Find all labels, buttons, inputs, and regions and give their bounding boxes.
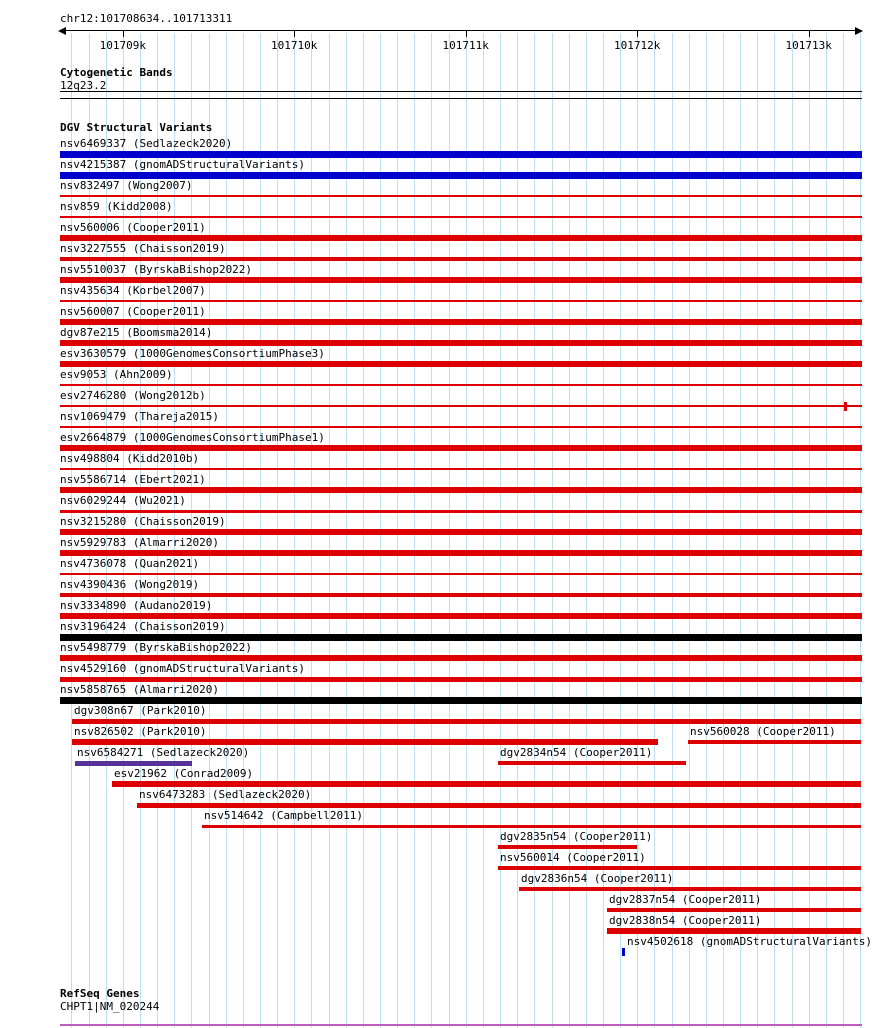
variant-label[interactable]: nsv5586714 (Ebert2021) [60, 473, 206, 486]
variant-row [0, 326, 890, 347]
variant-row [0, 725, 890, 746]
ruler-tick [123, 30, 124, 37]
variant-bar[interactable] [137, 803, 861, 808]
variant-label[interactable]: esv9053 (Ahn2009) [60, 368, 173, 381]
variant-label[interactable]: nsv4215387 (gnomADStructuralVariants) [60, 158, 306, 171]
variant-row [0, 536, 890, 557]
variant-row [0, 242, 890, 263]
variant-bar[interactable] [622, 948, 625, 956]
variant-label[interactable]: nsv560014 (Cooper2011) [500, 851, 646, 864]
variant-row [0, 389, 890, 410]
variant-bar[interactable] [60, 445, 862, 451]
variant-label[interactable]: dgv2838n54 (Cooper2011) [609, 914, 762, 927]
variant-label[interactable]: nsv5510037 (ByrskaBishop2022) [60, 263, 253, 276]
variant-row [0, 767, 890, 788]
variant-label[interactable]: nsv6584271 (Sedlazeck2020) [77, 746, 250, 759]
variant-bar[interactable] [60, 277, 862, 283]
variant-label[interactable]: dgv308n67 (Park2010) [74, 704, 207, 717]
variant-bar[interactable] [60, 426, 862, 428]
variant-label[interactable]: nsv859 (Kidd2008) [60, 200, 173, 213]
variant-row [0, 809, 890, 830]
variant-label[interactable]: nsv826502 (Park2010) [74, 725, 207, 738]
variant-bar[interactable] [60, 384, 862, 386]
variant-bar[interactable] [60, 529, 862, 535]
variant-bar[interactable] [60, 613, 862, 619]
variant-row [0, 893, 890, 914]
variant-label[interactable]: nsv5498779 (ByrskaBishop2022) [60, 641, 253, 654]
variant-bar[interactable] [60, 216, 862, 218]
ruler-axis-line [60, 30, 862, 31]
variant-bar[interactable] [60, 510, 862, 513]
variant-bar[interactable] [498, 761, 686, 765]
variant-row [0, 620, 890, 641]
variant-row [0, 746, 890, 767]
variant-label[interactable]: nsv832497 (Wong2007) [60, 179, 193, 192]
variant-row [0, 410, 890, 431]
ruler-tick-label: 101711k [442, 39, 489, 52]
cytoband-track [60, 91, 862, 99]
variant-label[interactable]: nsv3334890 (Audano2019) [60, 599, 213, 612]
variant-label[interactable]: nsv514642 (Campbell2011) [204, 809, 363, 822]
variant-row [0, 935, 890, 956]
gene-line[interactable] [60, 1024, 862, 1026]
variant-label[interactable]: dgv87e215 (Boomsma2014) [60, 326, 213, 339]
variant-row [0, 137, 890, 158]
variant-bar[interactable] [60, 340, 862, 346]
variant-label[interactable]: nsv5858765 (Almarri2020) [60, 683, 219, 696]
variant-row [0, 158, 890, 179]
variant-bar[interactable] [519, 887, 861, 891]
variant-label[interactable]: nsv4736078 (Quan2021) [60, 557, 200, 570]
variant-row [0, 872, 890, 893]
variant-row [0, 578, 890, 599]
variant-row [0, 494, 890, 515]
variant-label[interactable]: nsv4390436 (Wong2019) [60, 578, 200, 591]
variant-label[interactable]: nsv5929783 (Almarri2020) [60, 536, 219, 549]
variant-label[interactable]: nsv6473283 (Sedlazeck2020) [139, 788, 312, 801]
variant-label[interactable]: nsv3227555 (Chaisson2019) [60, 242, 226, 255]
variant-row [0, 704, 890, 725]
variant-bar[interactable] [498, 845, 637, 849]
ruler-left-arrow-icon [58, 27, 66, 35]
variant-row [0, 368, 890, 389]
variant-label[interactable]: nsv1069479 (Thareja2015) [60, 410, 219, 423]
variant-bar[interactable] [60, 677, 862, 682]
ruler-tick [637, 30, 638, 37]
variant-row [0, 599, 890, 620]
cytoband-name: 12q23.2 [60, 79, 107, 92]
variant-bar[interactable] [60, 361, 862, 367]
variant-bar[interactable] [112, 781, 861, 787]
variant-bar[interactable] [60, 634, 862, 641]
variant-bar[interactable] [60, 151, 862, 158]
cytobands-section-title: Cytogenetic Bands [60, 66, 173, 79]
variant-bar[interactable] [60, 593, 862, 597]
ruler-tick [294, 30, 295, 37]
variant-row [0, 347, 890, 368]
variant-bar[interactable] [498, 866, 861, 870]
ruler-tick [466, 30, 467, 37]
variant-bar[interactable] [72, 719, 861, 724]
variant-label[interactable]: nsv3196424 (Chaisson2019) [60, 620, 226, 633]
variant-row [0, 788, 890, 809]
variant-bar[interactable] [607, 908, 861, 912]
variant-bar[interactable] [60, 550, 862, 556]
ruler-tick-label: 101710k [271, 39, 318, 52]
variant-bar[interactable] [60, 573, 862, 575]
variant-bar[interactable] [60, 172, 862, 179]
variant-bar[interactable] [60, 405, 862, 407]
variant-label[interactable]: esv3630579 (1000GenomesConsortiumPhase3) [60, 347, 325, 360]
variant-label[interactable]: nsv560006 (Cooper2011) [60, 221, 206, 234]
variant-row [0, 851, 890, 872]
variant-bar[interactable] [60, 195, 862, 197]
variant-label[interactable]: nsv498804 (Kidd2010b) [60, 452, 200, 465]
variant-bar[interactable] [202, 825, 861, 828]
variant-bar[interactable] [688, 740, 861, 744]
variant-label[interactable]: nsv4529160 (gnomADStructuralVariants) [60, 662, 306, 675]
ruler-tick-label: 101713k [785, 39, 832, 52]
variant-row [0, 914, 890, 935]
refseq-gene-name[interactable]: CHPT1|NM_020244 [60, 1000, 160, 1013]
variant-bar[interactable] [607, 928, 861, 934]
variant-row [0, 284, 890, 305]
variant-label[interactable]: dgv2836n54 (Cooper2011) [521, 872, 674, 885]
variant-label[interactable]: dgv2837n54 (Cooper2011) [609, 893, 762, 906]
variant-label[interactable]: nsv560028 (Cooper2011) [690, 725, 836, 738]
variant-row [0, 641, 890, 662]
variant-bar[interactable] [60, 468, 862, 470]
variant-row [0, 515, 890, 536]
variant-label[interactable]: nsv560007 (Cooper2011) [60, 305, 206, 318]
refseq-section-title: RefSeq Genes [60, 987, 140, 1000]
variant-row [0, 179, 890, 200]
variant-bar[interactable] [60, 319, 862, 325]
variant-label[interactable]: nsv6029244 (Wu2021) [60, 494, 186, 507]
variant-bar[interactable] [60, 487, 862, 493]
variant-row [0, 431, 890, 452]
variant-bar[interactable] [75, 761, 192, 766]
variant-row [0, 305, 890, 326]
variant-label[interactable]: nsv6469337 (Sedlazeck2020) [60, 137, 233, 150]
variant-bar[interactable] [60, 235, 862, 241]
dgv-section-title: DGV Structural Variants [60, 121, 213, 134]
variant-label[interactable]: esv21962 (Conrad2009) [114, 767, 254, 780]
ruler-tick-label: 101712k [614, 39, 661, 52]
variant-row [0, 557, 890, 578]
variant-row [0, 263, 890, 284]
variant-bar[interactable] [72, 739, 658, 745]
ruler-tick-label: 101709k [99, 39, 146, 52]
variant-label[interactable]: dgv2835n54 (Cooper2011) [500, 830, 653, 843]
variant-label[interactable]: nsv4502618 (gnomADStructuralVariants) [627, 935, 873, 948]
variant-bar[interactable] [60, 300, 862, 302]
variant-row [0, 200, 890, 221]
variant-label[interactable]: nsv435634 (Korbel2007) [60, 284, 206, 297]
variant-row [0, 662, 890, 683]
region-label: chr12:101708634..101713311 [60, 12, 233, 25]
variant-bar[interactable] [60, 655, 862, 661]
variant-row [0, 830, 890, 851]
ruler-tick [809, 30, 810, 37]
variant-row [0, 221, 890, 242]
ruler-right-arrow-icon [855, 27, 863, 35]
variant-label[interactable]: esv2664879 (1000GenomesConsortiumPhase1) [60, 431, 325, 444]
variant-row [0, 683, 890, 704]
variant-label[interactable]: dgv2834n54 (Cooper2011) [500, 746, 653, 759]
variant-bar[interactable] [60, 697, 862, 704]
variant-row [0, 452, 890, 473]
variant-label[interactable]: nsv3215280 (Chaisson2019) [60, 515, 226, 528]
variant-bar[interactable] [60, 257, 862, 261]
variant-row [0, 473, 890, 494]
variant-label[interactable]: esv2746280 (Wong2012b) [60, 389, 206, 402]
